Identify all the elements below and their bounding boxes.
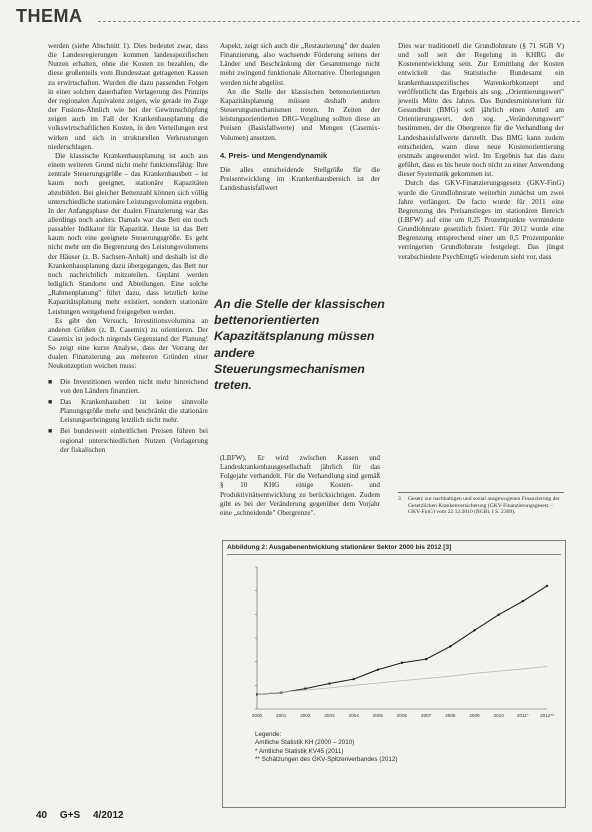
legend-line: * Amtliche Statistik KV45 (2011) [255, 747, 344, 755]
section-heading: 4. Preis- und Mengendynamik [220, 150, 328, 160]
series-line [257, 666, 547, 694]
data-point [449, 645, 451, 647]
data-point [522, 600, 524, 602]
legend-line: ** Schätzungen des GKV-Spitzenverbandes (2012) [255, 756, 398, 764]
paragraph: Durch das GKV-Finanzierungsgesetz (GKV-FinG) wurde die Grundlohnsrate weiterhin zunächst um zwei Jahre verlängert. De facto wurde für 2011 eine Begrenzung des Preisanstieges im stationären Bereich (LBFW) auf eine um 0,25 Prozentpunkte verminderte Grundlohnrate gesetzlich fixiert. Für 2012 wurde eine Begrenzung entsprechend einer um 0,5 Prozentpunkte verringerten Grundlohnrate festgelegt. Das jüngst verabschiedete PsychEntgG wiederum sieht vor, dass [398, 179, 564, 261]
pull-quote: An die Stelle der klassischen bettenorientierten Kapazitätsplanung müssen andere Steuerungsmechanismen treten. [214, 297, 385, 393]
x-tick-label: 2011* [516, 713, 529, 718]
data-point [377, 668, 379, 670]
section-title: THEMA [16, 6, 83, 26]
x-tick-label: 2012** [540, 713, 554, 718]
data-point [401, 662, 403, 664]
paragraph: (LBFW). Er wird zwischen Kassen und Landeskrankenhausgesellschaft jährlich für das Folgejahr verhandelt. Für die Verhandlung sind gemäß § 10 KHG einige Kosten- und Produktivitätsentwicklung zu berücksichtigen. Zudem gibt es bei der Veränderung gegenüber dem Vorjahr eine „schneidende" Obergrenze". [220, 454, 380, 517]
page-header [16, 6, 580, 28]
line-chart [227, 557, 561, 729]
column-3 [398, 42, 564, 262]
data-point [352, 678, 354, 680]
column-2-continued [220, 454, 380, 518]
data-point [328, 682, 330, 684]
figure [222, 540, 566, 808]
x-tick-label: 2010 [493, 713, 504, 718]
legend-line: Amtliche Statistik KH (2000 – 2010) [255, 739, 355, 747]
legend-heading: Legende: [255, 731, 282, 738]
issue-number: 4/2012 [92, 810, 124, 821]
paragraph: Aspekt, zeigt sich auch die „Restaurierung" der dualen Finanzierung, also wachsende Förderung seitens der Länder und Beschränkung der Gesamtmenge nicht mehr zwingend funktionale Alternative. Überlegungen werden nicht abgelöst. [220, 42, 380, 87]
column-1 [48, 42, 208, 457]
data-point [497, 613, 499, 615]
x-tick-label: 2004 [348, 713, 359, 718]
x-tick-label: 2001 [276, 713, 287, 718]
list-item: ■ Bei bundesweit einheitlichen Preisen führen bei regional unterschiedlichen Nutzen (Verlagerung der fiskalischen [48, 427, 208, 454]
paragraph: An die Stelle der klassischen bettenorientierten Kapazitätsplanung müssen deshalb andere Steuerungsmechanismen treten. In Zeiten der leistungsorientierten DRG-Vergütung sollten diese an Preisen (Basisfallwerte) und Mengen (Casemix-Volumen) ansetzen. [220, 87, 380, 142]
x-tick-label: 2006 [396, 713, 408, 718]
column-2 [220, 42, 380, 193]
page-number: 40 [36, 810, 48, 821]
bullet-list [48, 378, 208, 455]
x-tick-label: 2005 [372, 713, 383, 718]
page-footer [36, 810, 134, 821]
list-item: ■ Das Krankenhausbett ist keine sinnvolle Planungsgröße mehr und beschränkt die stationäre Leistungserbringung letztlich nicht mehr. [48, 398, 208, 425]
paragraph: Die alles entscheidende Stellgröße für die Preisentwicklung im Krankenhausbereich ist der Landesbasisfallwert [220, 165, 380, 193]
x-tick-label: 2003 [324, 713, 335, 718]
paragraph: Die klassische Krankenhausplanung ist auch aus einem weiteren Grund nicht mehr funktionsfähig: Ihre zentrale Steuerungsgröße – das Krankenhausbett – ist kaum noch geeignet, stationäre Kapazitäten abzubilden. Bei gleicher Bettenzahl können sich völlig unterschiedliche stationäre Leistungsvolumina ergeben. In der Anfangsphase der dualen Finanzierung war das allerdings noch anders. Damals war das Bett ein noch passabler Indikator für Kapazität. Heute ist das Bett kaum noch eine geeignete Steuerungsgröße. Es geht nicht mehr um die Begrenzung des Leistungsvolumens der Häuser (z. B. Sachsen-Anhalt) und deshalb ist die Krankenhausplanung dazu übergegangen, das Bett nur noch nachrichtlich mitzuteilen. Geplant werden lediglich Standorte und Abteilungen. Eine solche „Rahmenplanung" führt dazu, dass letztlich keine Kapazitätsplanung mehr existiert, sondern stationäre Leistungen weitgehend freigegeben werden. [48, 151, 208, 316]
data-point [546, 585, 548, 587]
series-line [257, 586, 547, 695]
data-point [473, 629, 475, 631]
list-item: ■ Die Investitionen werden nicht mehr hinreichend von den Ländern finanziert. [48, 378, 208, 396]
x-tick-label: 2008 [445, 713, 456, 718]
figure-title: Abbildung 2: Ausgabenentwicklung stationärer Sektor 2000 bis 2012 [3] [227, 544, 561, 555]
journal-name: G+S [59, 810, 81, 821]
data-point [304, 687, 306, 689]
paragraph: Dies war traditionell die Grundlohnrate (§ 71 SGB V) und soll seit der Regelung in KHRG die Kostenentwicklung sein. Zur Ermittlung der Kosten entwickelt das Statistische Bundesamt ein krankenhausspezifisches Warenkorbkonzept und veröffentlicht das Ergebnis als sog. „Orientierungswert" jeweils Mitte des Jahres. Das Bundesministerium für Gesundheit (BMG) soll jährlich einen Anteil am Orientierungswert, den sog. „Veränderungswert" bestimmen, der die Obergrenze für die Verhandlung der Landesbasisfallwerte darstellt. Das BMG kann zudem entscheiden, wann diese neue Kostenorientierung erstmals angewendet wird. Im Ergebnis hat das dazu geführt, dass es bis heute noch nicht zu einer Anwendung dieser Systematik gekommen ist. [398, 42, 564, 179]
footnote-text: Gesetz zur nachhaltigen und sozial ausgewogenen Finanzierung der Gesetzlichen Krankenversicherung (GKV-Finanzierungsgesetz – GKV-FinG) vom 22.12.2010 (BGBl. I S. 2309). [408, 496, 560, 516]
paragraph: Es gibt den Versuch, Investitionsvolumina an anderen Größen (z. B. Casemix) zu orientieren. Der Casemix ist jedoch nirgends Gegenstand der Planung! So zeigt eine kurze Analyse, dass der Vorrang der dualen Finanzierung aus mehreren Gründen einer Neukonzeption weichen muss: [48, 316, 208, 371]
x-tick-label: 2007 [421, 713, 432, 718]
data-point [425, 658, 427, 660]
header-rule [98, 21, 580, 22]
x-tick-label: 2000 [251, 713, 263, 718]
paragraph: werden (siehe Abschnitt 1). Dies bedeutet zwar, dass die Landesregierungen kommen landesspezifischen Nutzen erhalten, ohne die Kosten zu bezahlen, die diese großenteils vom Bundesstaat getragenen Kassen zu erwirtschaften. Wurden die dazu passenden Folgen in einer solchen dauerhaften Verlagerung des Prinzips der regionalen Äquivalenz zeigen, wie gerade im Zuge der Fusions-Ähnlich wie bei der Gewinnschöpfung zeigen auch im Fall der Krankenhausplanung die volkswirtschaftlichen Kosten, in den Verteilungen erst wirken und sich in strukturellen Verkrustungen niederschlagen. [48, 42, 208, 151]
footnote-number: 3 [398, 496, 401, 502]
figure-legend [255, 731, 397, 765]
x-tick-label: 2009 [469, 713, 480, 718]
x-tick-label: 2002 [300, 713, 311, 718]
footnote [398, 492, 564, 516]
